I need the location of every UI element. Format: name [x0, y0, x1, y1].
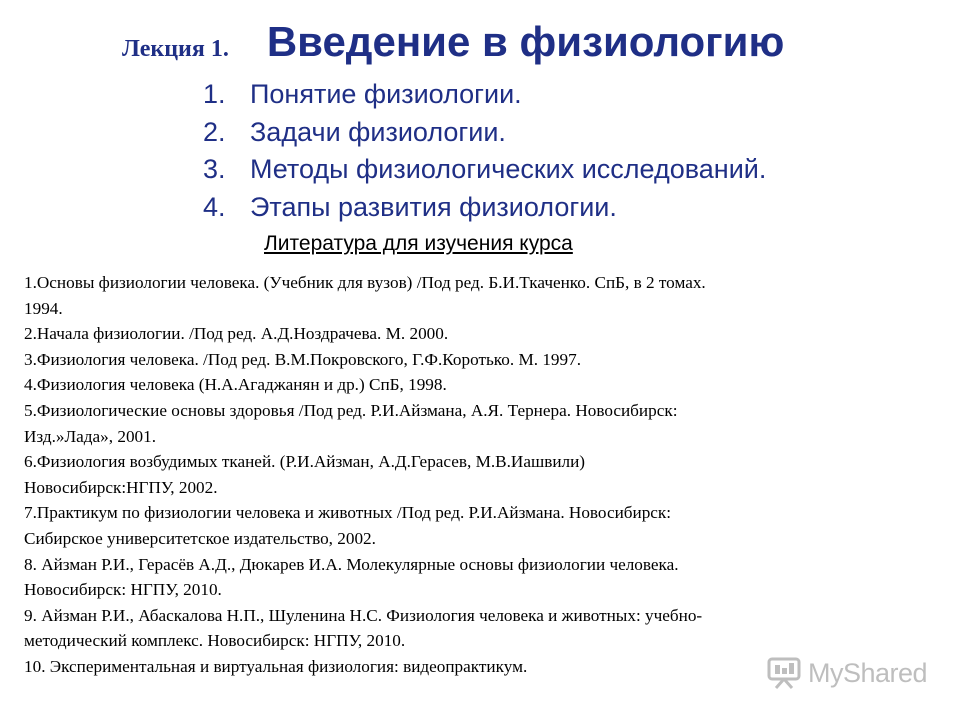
- reference-line: 5.Физиологические основы здоровья /Под ред. Р.И.Айзмана, А.Я. Тернера. Новосибирск:: [24, 400, 678, 420]
- reference-line: 7.Практикум по физиологии человека и животных /Под ред. Р.И.Айзмана. Новосибирск:: [24, 503, 672, 523]
- topic-text: Методы физиологических исследований.: [250, 154, 767, 184]
- reference-line: 2.Начала физиологии. /Под ред. А.Д.Ноздрачева. М. 2000.: [24, 324, 449, 344]
- reference-line: Новосибирск:НГПУ, 2002.: [24, 477, 218, 497]
- topic-text: Понятие физиологии.: [250, 79, 522, 109]
- reference-line: 6.Физиология возбудимых тканей. (Р.И.Айзман, А.Д.Герасев, М.В.Иашвили): [24, 452, 586, 472]
- lecture-title: Введение в физиологию: [266, 18, 785, 65]
- reference-line: Изд.»Лада», 2001.: [24, 426, 157, 446]
- reference-line: 1.Основы физиологии человека. (Учебник для вузов) /Под ред. Б.И.Ткаченко. СпБ, в 2 томах.: [24, 273, 706, 292]
- reference-line: 3.Физиология человека. /Под ред. В.М.Покровского, Г.Ф.Коротько. М. 1997.: [24, 349, 582, 369]
- topic-text: Этапы развития физиологии.: [250, 191, 617, 222]
- reference-line: 8. Айзман Р.И., Герасёв А.Д., Дюкарев И.А. Молекулярные основы физиологии человека.: [24, 554, 679, 574]
- topic-item: [203, 151, 766, 189]
- lecture-label: Лекция 1.: [122, 36, 229, 62]
- topic-text: Задачи физиологии.: [250, 116, 506, 147]
- presentation-icon: [766, 656, 802, 690]
- topic-number: 3.: [203, 154, 226, 184]
- watermark-text: MyShared: [808, 657, 928, 688]
- reference-line: методический комплекс. Новосибирск: НГПУ, 2010.: [24, 631, 406, 651]
- reference-line: 4.Физиология человека (Н.А.Агаджанян и др.) СпБ, 1998.: [24, 375, 447, 395]
- reference-line: Новосибирск: НГПУ, 2010.: [24, 580, 222, 600]
- title-row: [122, 18, 784, 66]
- reference-line: 10. Экспериментальная и виртуальная физиология: видеопрактикум.: [24, 656, 528, 676]
- topics-list: [203, 76, 766, 226]
- topic-item: [203, 114, 766, 152]
- reference-line: 9. Айзман Р.И., Абаскалова Н.П., Шуленина Н.С. Физиология человека и животных: учебно-: [24, 605, 703, 625]
- topic-item: [203, 189, 766, 227]
- literature-heading: Литература для изучения курса: [264, 232, 573, 255]
- reference-line: Сибирское университетское издательство, 2002.: [24, 528, 376, 548]
- topic-number: 2.: [203, 116, 226, 147]
- topic-number: 1.: [203, 79, 226, 109]
- reference-line: 1994.: [24, 298, 63, 318]
- topic-item: [203, 76, 766, 114]
- topic-number: 4.: [203, 191, 226, 222]
- references-list: [24, 270, 944, 680]
- watermark: [766, 655, 927, 691]
